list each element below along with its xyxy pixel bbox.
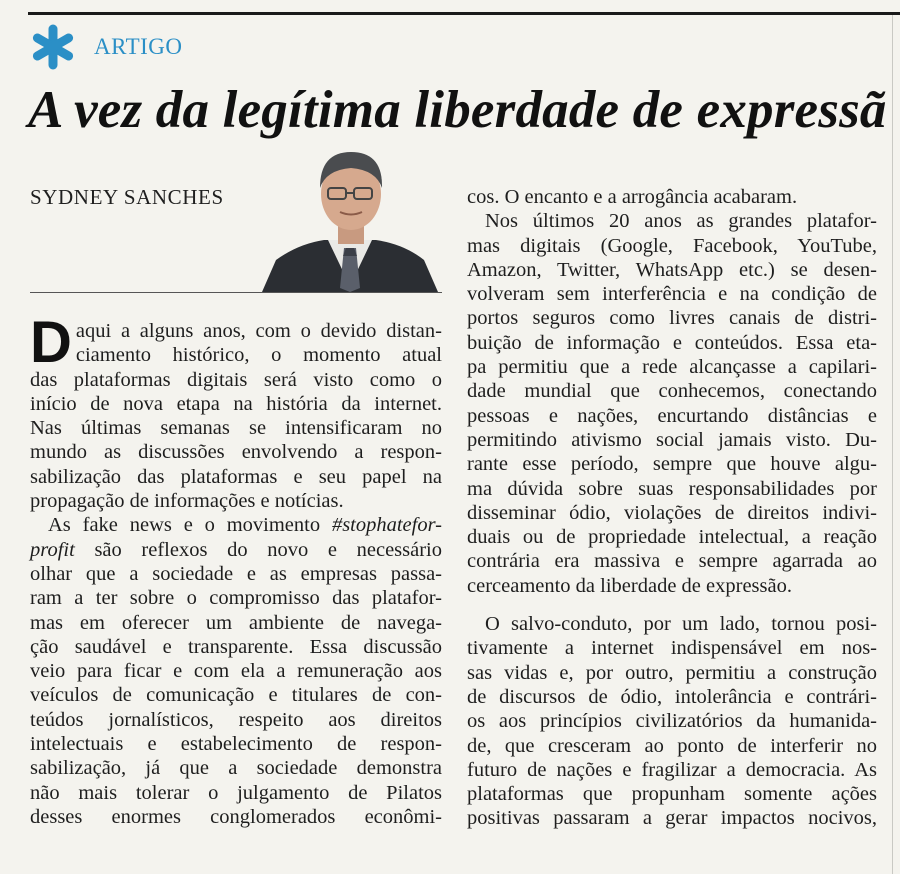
text-line: veículos de comunicação e titulares de con-	[30, 684, 442, 707]
paragraph-gap	[467, 598, 877, 612]
text-line: aqui a alguns anos, com o devido distan-	[75, 320, 442, 342]
article-column-1	[30, 310, 442, 829]
hashtag-text: #stophatefor-	[331, 514, 442, 537]
hashtag-text: profit	[30, 538, 75, 561]
column-rule	[892, 15, 893, 874]
drop-cap: D	[30, 310, 72, 375]
text-line: duais ou de propriedade intelectual, a reação	[467, 526, 877, 549]
photo-rule	[30, 292, 442, 293]
text-line: de, que cresceram ao ponto de interferir no	[467, 734, 877, 757]
asterisk-icon	[30, 24, 76, 70]
text-run: são reflexos do novo e necessário	[74, 538, 442, 561]
text-line: teúdos jornalísticos, respeito aos direitos	[30, 708, 442, 731]
text-line	[30, 513, 442, 537]
byline: SYDNEY SANCHES	[30, 185, 224, 209]
section-kicker	[30, 24, 183, 70]
text-line: volveram sem interferência e na condição de	[467, 283, 877, 306]
text-line: dade mundial que conhecemos, conectando	[467, 380, 877, 403]
text-line: mas digitais (Google, Facebook, YouTube,	[467, 234, 877, 257]
text-line: rante esse período, sempre que houve algu-	[467, 453, 877, 476]
text-line: ram a ter sobre o compromisso das platafor-	[30, 587, 442, 610]
section-label: ARTIGO	[94, 34, 183, 59]
text-line: Nos últimos 20 anos as grandes platafor-	[485, 210, 877, 233]
text-line: pa permitiu que a rede alcançasse a capilari-	[467, 356, 877, 379]
article-column-2	[467, 185, 877, 831]
text-line	[30, 538, 442, 562]
text-line: de discursos de ódio, intolerância e contrári-	[467, 685, 877, 708]
text-run: As fake news e o movimento	[48, 514, 332, 537]
text-line: futuro de nações e fragilizar a democracia. As	[467, 758, 877, 781]
text-line: Nas últimas semanas se intensificaram no	[30, 417, 442, 440]
text-line: tivamente a internet indispensável em nos-	[467, 637, 877, 660]
text-line: desses enormes conglomerados econômi-	[30, 805, 442, 828]
headline: A vez da legítima liberdade de expressã	[28, 81, 887, 139]
text-line: O salvo-conduto, por um lado, tornou posi-	[485, 613, 877, 636]
text-line: permitindo ativismo social jamais visto. Du-	[467, 428, 877, 451]
text-line: buição de informação e conteúdos. Essa eta-	[467, 331, 877, 354]
text-line: olhar que a sociedade e as empresas passa-	[30, 562, 442, 585]
text-line: das plataformas digitais será visto como o	[30, 368, 442, 391]
top-rule	[28, 12, 900, 15]
text-line: plataformas que propunham somente ações	[467, 783, 877, 806]
text-line: sabilização das plataformas e seu papel na	[30, 465, 442, 488]
text-line: ma dúvida sobre suas responsabilidades por	[467, 477, 877, 500]
text-line: propagação de informações e notícias.	[30, 490, 344, 513]
text-line: Amazon, Twitter, WhatsApp etc.) se desen-	[467, 258, 877, 281]
text-line: cos. O encanto e a arrogância acabaram.	[467, 186, 798, 208]
text-line: ção saudável e transparente. Essa discussão	[30, 635, 442, 658]
text-line: sas vidas e, por outro, permitiu a construção	[467, 661, 877, 684]
text-line: sabilização, já que a sociedade demonstra	[30, 757, 442, 780]
text-line: ciamento histórico, o momento atual	[75, 344, 442, 367]
text-line: pessoas e nações, encurtando distâncias e	[467, 404, 877, 427]
text-line: mas em oferecer um ambiente de navega-	[30, 611, 442, 634]
text-line: intelectuais e estabelecimento de respon-	[30, 733, 442, 756]
text-line: disseminar ódio, violações de direitos indivi-	[467, 501, 877, 524]
lede	[30, 310, 442, 375]
text-line: portos seguros como livres canais de distri-	[467, 307, 877, 330]
text-line: veio para ficar e com ela a remuneração aos	[30, 660, 442, 683]
text-line: início de nova etapa na história da internet.	[30, 392, 442, 415]
text-line: contrária era massiva e sempre agarrada ao	[467, 550, 877, 573]
text-line: positivas passaram a gerar impactos nocivos,	[467, 807, 877, 830]
text-line: cerceamento da liberdade de expressão.	[467, 574, 792, 597]
text-line: os aos princípios civilizatórios da humanida-	[467, 710, 877, 733]
author-portrait	[258, 148, 442, 292]
text-line: não mais tolerar o julgamento de Pilatos	[30, 781, 442, 804]
text-line: mundo as discussões envolvendo a respon-	[30, 441, 442, 464]
